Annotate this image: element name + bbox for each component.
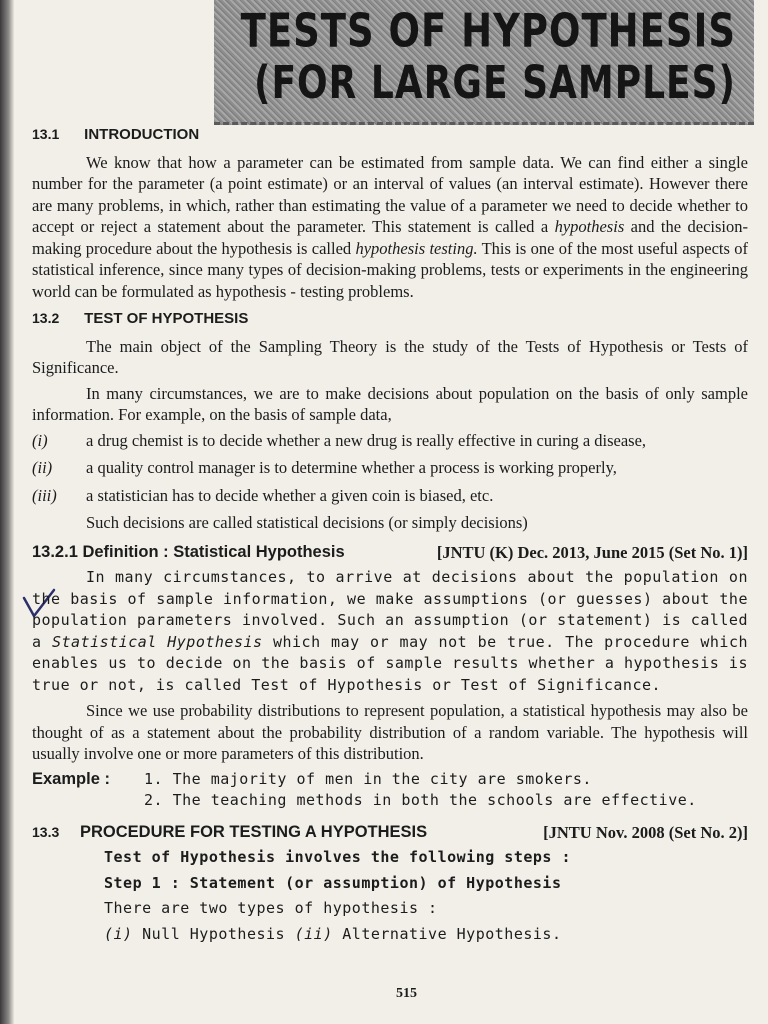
section-number: 13.1 bbox=[32, 126, 60, 142]
hypothesis-types: (i) Null Hypothesis (ii) Alternative Hypothesis. bbox=[104, 924, 562, 943]
paragraph: Since we use probability distributions to represent population, a statistical hypothesis may also be thought of as a statement about the probability distribution of a random variable. The hypothesis will usually involve one or more parameters of this distribution. bbox=[32, 701, 748, 763]
list-item-text: a quality control manager is to determine whether a process is working properly, bbox=[86, 458, 617, 477]
definition-paragraph: In many circumstances, to arrive at decisions about the population on the basis of sample information, we make assumptions (or guesses) about the population parameters involved. Such an assumption (or statement) is called a Statistical Hypothesis which may or may not be true. The procedure which enables us to decide on the basis of sample results whether a hypothesis is true or not, is called Test of Hypothesis or Test of Significance. bbox=[32, 568, 749, 694]
paragraph: In many circumstances, we are to make decisions about population on the basis of only sample information. For example, on the basis of sample data, bbox=[32, 383, 748, 424]
paragraph: The main object of the Sampling Theory is the study of the Tests of Hypothesis or Tests of Significance. bbox=[32, 336, 748, 377]
list-marker: (ii) bbox=[32, 458, 53, 477]
chapter-banner bbox=[214, 0, 754, 125]
list-item bbox=[32, 430, 748, 452]
section-heading-13-1 bbox=[32, 124, 748, 146]
section-number: 13.2 bbox=[32, 310, 60, 326]
list-marker: (i) bbox=[32, 430, 48, 450]
procedure-steps bbox=[104, 847, 748, 945]
example-item: 2. The teaching methods in both the schools are effective. bbox=[144, 791, 697, 809]
section-heading-13-3 bbox=[32, 822, 748, 844]
page-content bbox=[32, 118, 748, 949]
step-text: There are two types of hypothesis : bbox=[104, 899, 438, 917]
example-list bbox=[32, 430, 748, 507]
exam-reference: [JNTU Nov. 2008 (Set No. 2)] bbox=[543, 822, 748, 842]
list-item-text: a statistician has to decide whether a given coin is biased, etc. bbox=[86, 485, 494, 505]
page-number: 515 bbox=[396, 986, 417, 1001]
step-heading: Step 1 : Statement (or assumption) of Hypothesis bbox=[104, 873, 562, 892]
list-item bbox=[32, 485, 748, 507]
example-block bbox=[32, 769, 748, 812]
example-item: 1. The majority of men in the city are smokers. bbox=[144, 769, 592, 788]
chapter-title-line1: TESTS OF HYPOTHESIS bbox=[240, 4, 736, 58]
page-edge-shadow bbox=[0, 0, 14, 1024]
list-item bbox=[32, 457, 748, 479]
section-title: INTRODUCTION bbox=[84, 126, 200, 143]
section-number: 13.3 bbox=[32, 823, 60, 840]
subsection-heading-13-2-1 bbox=[32, 542, 748, 564]
intro-paragraph: We know that how a parameter can be estimated from sample data. We can find either a single number for the parameter (a point estimate) or an interval of values (an interval estimate). However there are many problems, in which, rather than estimating the value of a parameter we need to decide whether to accept or reject a statement about the parameter. This statement is called a hypothesis and the decision-making procedure about the hypothesis is called hypothesis testing. This is one of the most useful aspects of statistical inference, since many types of decision-making problems, tests or experiments in the engineering world can be formulated as hypothesis - testing problems. bbox=[32, 152, 749, 301]
section-title: 13.3 PROCEDURE FOR TESTING A HYPOTHESIS bbox=[32, 822, 427, 844]
paragraph: Such decisions are called statistical decisions (or simply decisions) bbox=[86, 513, 528, 532]
list-item-text: a drug chemist is to decide whether a new drug is really effective in curing a disease, bbox=[86, 430, 647, 450]
subsection-number: 13.2.1 bbox=[32, 542, 78, 561]
list-marker: (iii) bbox=[32, 485, 57, 505]
example-label: Example : bbox=[32, 769, 110, 788]
steps-intro: Test of Hypothesis involves the following steps : bbox=[104, 848, 572, 866]
section-title: TEST OF HYPOTHESIS bbox=[84, 310, 249, 327]
exam-reference: [JNTU (K) Dec. 2013, June 2015 (Set No. 1)] bbox=[436, 542, 748, 562]
chapter-title-line2: (FOR LARGE SAMPLES) bbox=[253, 58, 736, 110]
subsection-title: 13.2.1 Definition : Statistical Hypothesis bbox=[32, 542, 345, 561]
section-heading-13-2 bbox=[32, 308, 748, 330]
